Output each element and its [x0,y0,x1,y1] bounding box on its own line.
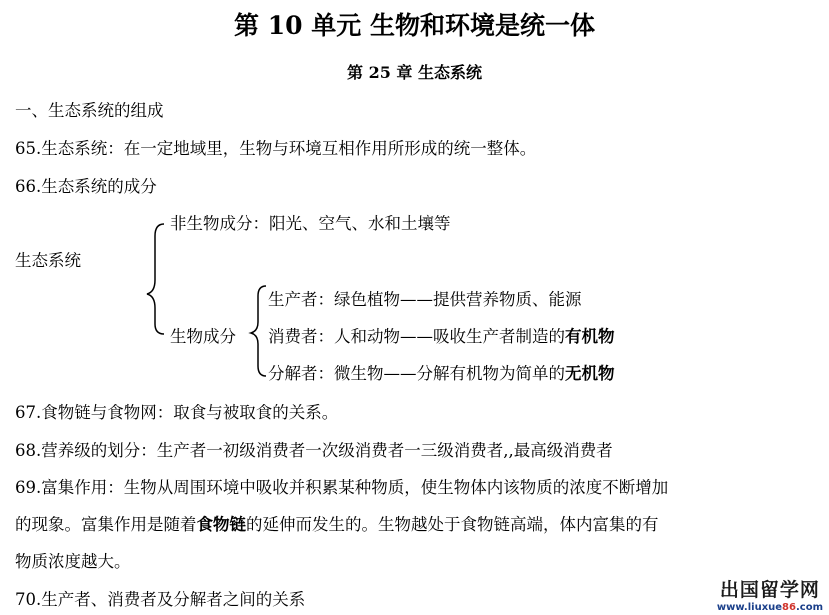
watermark-url-prefix: www.liuxue [716,602,783,613]
abiotic-component: 非生物成分：阳光、空气、水和土壤等 [170,214,451,233]
decomposer-text: 分解者：微生物——分解有机物为简单的 [268,364,565,383]
item-69-bold-term: 食物链 [196,515,246,534]
consumer-bold-term: 有机物 [565,327,615,346]
item-69-line-2 [15,511,659,535]
item-69-line-2-suffix: 的延伸而发生的。生物越处于食物链高端，体内富集的有 [246,515,659,534]
site-watermark [717,575,823,613]
watermark-url-suffix: .com [795,602,823,613]
watermark-url [717,602,823,613]
inner-brace [245,282,269,380]
decomposer-bold-term: 无机物 [565,364,615,383]
section-heading: 一、生态系统的组成 [15,101,164,120]
item-66: 66.生态系统的成分 [15,177,157,196]
item-68: 68.营养级的划分：生产者一初级消费者一次级消费者一三级消费者,,最高级消费者 [15,441,613,460]
outer-brace [140,218,168,338]
watermark-name: 出国留学网 [719,579,820,601]
consumer-text: 消费者：人和动物——吸收生产者制造的 [268,327,565,346]
watermark-url-highlight: 86 [782,602,796,613]
item-69-line-1: 69.富集作用：生物从周围环境中吸收并积累某种物质，使生物体内该物质的浓度不断增加 [15,478,669,497]
biotic-component-label: 生物成分 [170,327,236,346]
item-67: 67.食物链与食物网：取食与被取食的关系。 [15,403,339,422]
decomposer-row [268,360,615,384]
consumer-row [268,323,615,347]
document-title: 第 10 单元 生物和环境是统一体 [234,11,595,40]
producer-row: 生产者：绿色植物——提供营养物质、能源 [268,290,582,309]
item-69-line-2-prefix: 的现象。富集作用是随着 [15,515,197,534]
item-69-line-3: 物质浓度越大。 [15,552,131,571]
item-65: 65.生态系统：在一定地域里，生物与环境互相作用所形成的统一整体。 [15,139,537,158]
item-70: 70.生产者、消费者及分解者之间的关系 [15,590,306,609]
diagram-root-label: 生态系统 [15,251,81,270]
chapter-title: 第 25 章 生态系统 [347,63,482,82]
